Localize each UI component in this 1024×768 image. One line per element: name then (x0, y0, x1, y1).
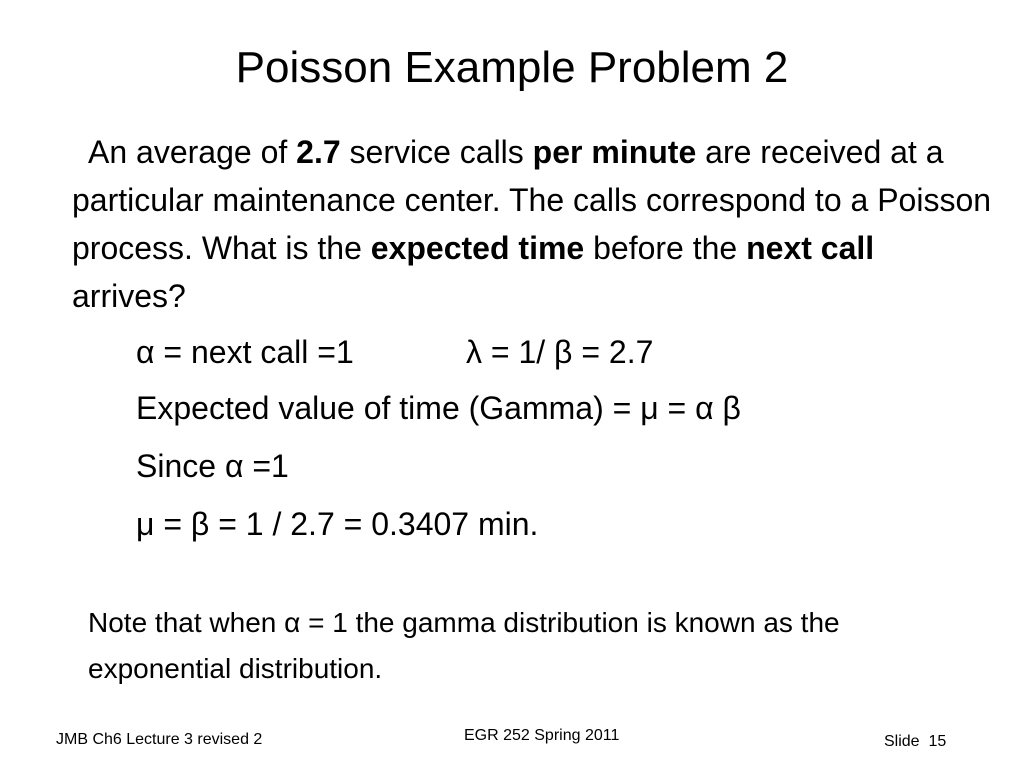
text-segment: are received at a particular maintenance center. The calls correspond to a Poisson process. What is the (72, 134, 992, 266)
footer-center: EGR 252 Spring 2011 (464, 727, 620, 744)
text-segment: before the (584, 230, 747, 266)
equation-lambda: λ = 1/ β = 2.7 (466, 334, 654, 370)
text-segment: service calls (340, 134, 533, 170)
equation-expected-value: Expected value of time (Gamma) = μ = α β (136, 390, 741, 426)
bold-rate: per minute (532, 134, 697, 170)
equation-result: μ = β = 1 / 2.7 = 0.3407 min. (136, 506, 539, 542)
footer-slide-number (884, 732, 946, 752)
slide-number: 15 (928, 733, 947, 750)
bold-expected-time: expected time (370, 230, 585, 266)
bold-next-call: next call (746, 230, 875, 266)
slide-label: Slide (884, 733, 920, 750)
text-segment: arrives? (72, 278, 186, 314)
equation-since-alpha: Since α =1 (136, 448, 289, 484)
slide-title: Poisson Example Problem 2 (235, 43, 789, 92)
bold-value: 2.7 (296, 134, 341, 170)
note-text: Note that when α = 1 the gamma distribution is known as the exponential distribution. (88, 607, 840, 684)
problem-statement (72, 128, 992, 320)
text-segment: An average of (88, 134, 297, 170)
footer-left: JMB Ch6 Lecture 3 revised 2 (56, 731, 263, 748)
equation-alpha: α = next call =1 (136, 334, 354, 370)
